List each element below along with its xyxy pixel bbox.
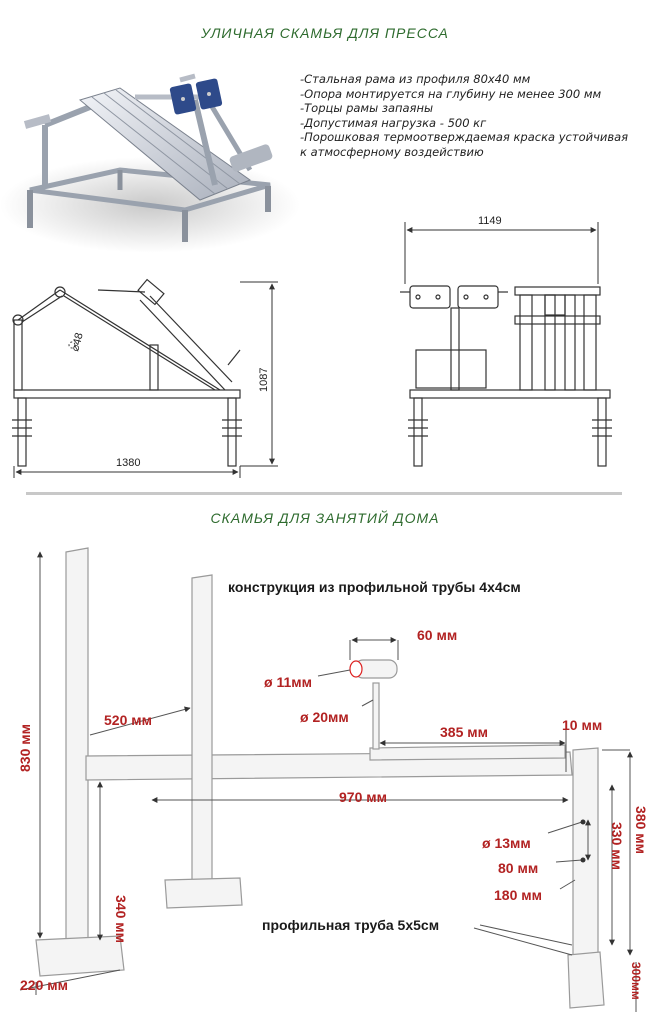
dim-11: ø 11мм: [264, 674, 312, 690]
dim-380: 380 мм: [633, 806, 649, 854]
spec-item: -Торцы рамы запаяны: [300, 101, 434, 116]
dim-220: 220 мм: [20, 977, 68, 993]
dim-300: 300мм: [629, 962, 643, 1000]
dim-385: 385 мм: [440, 724, 488, 740]
bench-3d-render: [0, 76, 300, 253]
dim-60: 60 мм: [417, 627, 458, 643]
spec-item: -Порошковая термоотверждаемая краска устойчивая: [300, 130, 629, 145]
outdoor-side-drawing: [12, 280, 242, 466]
home-bench-drawing: [20, 548, 636, 1012]
dim-830: 830 мм: [17, 724, 33, 772]
dim-20: ø 20мм: [300, 709, 349, 725]
dim-diameter: ⌀48: [69, 331, 86, 353]
dim-13: ø 13мм: [482, 835, 531, 851]
spec-item: -Допустимая нагрузка - 500 кг: [300, 115, 487, 130]
spec-item: -Стальная рама из профиля 80х40 мм: [300, 72, 531, 86]
pipe-note: профильная труба 5х5см: [262, 917, 440, 933]
dim-520: 520 мм: [104, 712, 152, 728]
dim-10: 10 мм: [562, 717, 603, 733]
dim-height: 1087: [258, 367, 270, 392]
dim-970: 970 мм: [339, 789, 387, 805]
dim-340: 340 мм: [113, 895, 129, 943]
outdoor-width-dimension: [405, 222, 598, 284]
dim-330: 330 мм: [609, 822, 625, 870]
spec-item: к атмосферному воздействию: [300, 144, 484, 159]
outdoor-title: УЛИЧНАЯ СКАМЬЯ ДЛЯ ПРЕССА: [201, 25, 449, 41]
dim-180: 180 мм: [494, 887, 542, 903]
dim-width: 1149: [478, 215, 502, 227]
construction-note: конструкция из профильной трубы 4х4см: [228, 579, 521, 595]
spec-item: -Опора монтируется на глубину не менее 300 мм: [300, 86, 602, 101]
dim-length: 1380: [116, 457, 141, 469]
dim-80: 80 мм: [498, 860, 539, 876]
outdoor-front-drawing: [400, 286, 612, 466]
home-title: СКАМЬЯ ДЛЯ ЗАНЯТИЙ ДОМА: [210, 510, 440, 526]
